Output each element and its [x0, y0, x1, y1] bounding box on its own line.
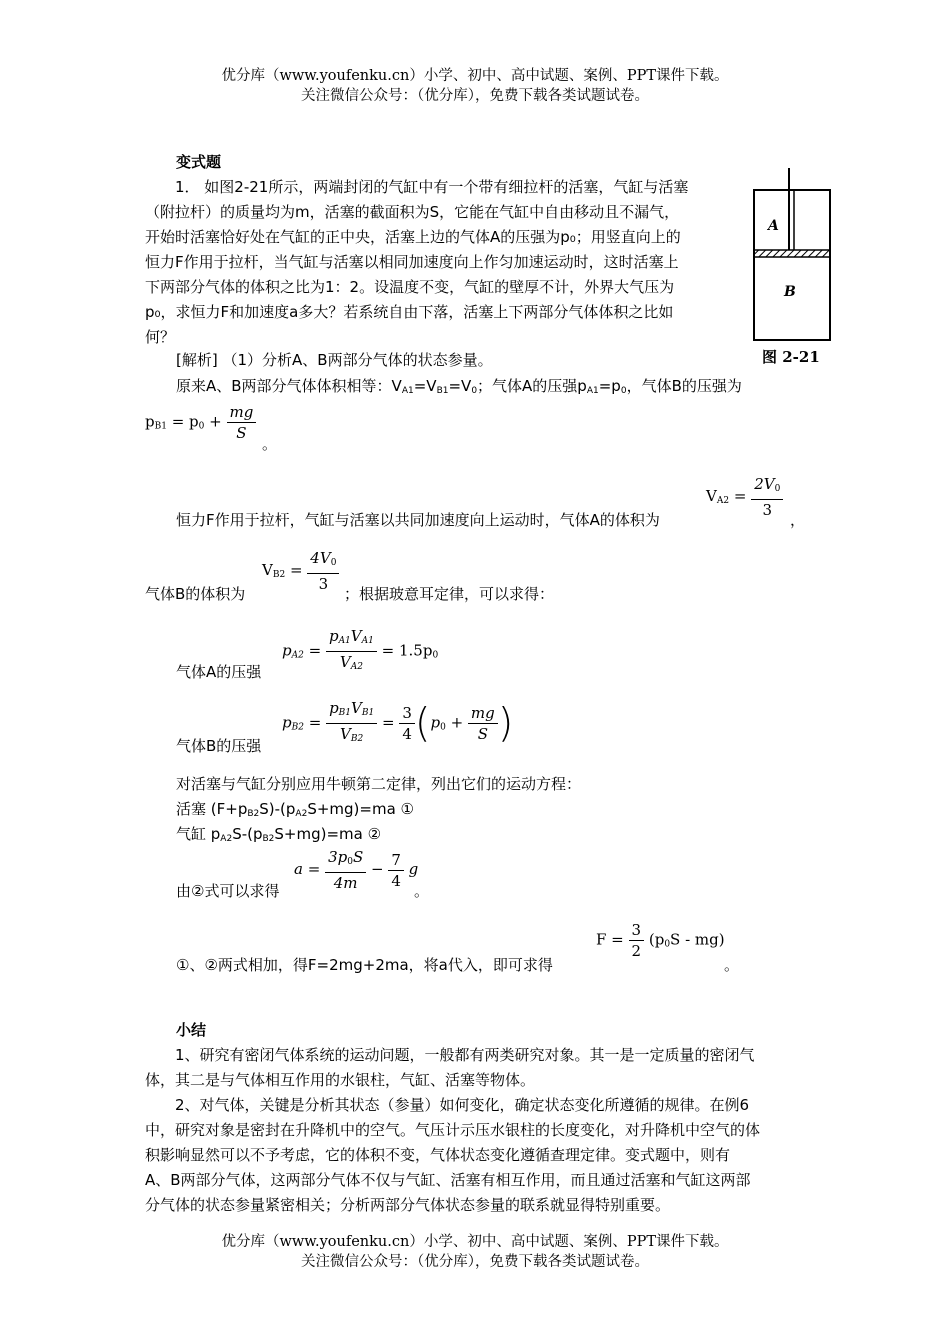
- problem-line: 下两部分气体的体积之比为1：2。设温度不变，气缸的壁厚不计，外界大气压为: [145, 278, 675, 296]
- acc-text: 由②式可以求得: [176, 882, 280, 900]
- formula-va2-end: ，: [790, 511, 806, 529]
- problem-line: p₀，求恒力F和加速度a多大？若系统自由下落，活塞上下两部分气体体积之比如: [145, 303, 674, 321]
- vb2-tail: ；根据玻意耳定律，可以求得：: [344, 585, 555, 603]
- summary-line: 分气体的状态参量紧密相关；分析两部分气体状态参量的联系就显得特别重要。: [145, 1196, 671, 1214]
- problem-line: 开始时活塞恰好处在气缸的正中央，活塞上边的气体A的压强为p₀；用竖直向上的: [145, 228, 681, 246]
- pa2-text: 气体A的压强: [176, 663, 262, 681]
- summary-line: A、B两部分气体，这两部分气体不仅与气缸、活塞有相互作用，而且通过活塞和气缸这两部: [145, 1171, 751, 1189]
- formula-pb1-end: 。: [262, 435, 278, 453]
- acc-end: 。: [414, 882, 430, 900]
- page-header: [0, 66, 950, 106]
- gas-a-label: A: [768, 218, 779, 234]
- problem-line: （附拉杆）的质量均为m，活塞的截面积为S，它能在气缸中自由移动且不漏气，: [145, 203, 680, 221]
- vb2-text: 气体B的体积为: [145, 585, 246, 603]
- piston: [754, 250, 830, 257]
- solution-line-2: 原来A、B两部分气体体积相等：$V_{A1}=V_{B1}=V_0$；气体A的压强$p_{A1}=p_0$，气体B的压强为: [176, 377, 742, 396]
- equation-1: 活塞 $(F+p_{B2}S)-(p_{A2}S+mg)=ma$ ①: [176, 800, 414, 819]
- formula-vb2: $V_{B2}$ = $\frac{4V_0}{3}$: [262, 548, 339, 594]
- gas-b-label: B: [784, 284, 796, 300]
- summary-title: 小结: [176, 1021, 207, 1039]
- summary-line: 中，研究对象是密封在升降机中的空气。气压计示压水银柱的长度变化，对升降机中空气的体: [145, 1121, 761, 1139]
- summary-line: 积影响显然可以不予考虑，它的体积不变，气体状态变化遵循查理定律。变式题中，则有: [145, 1146, 731, 1164]
- page-footer: [0, 1232, 950, 1272]
- newton-text: 对活塞与气缸分别应用牛顿第二定律，列出它们的运动方程：: [176, 775, 582, 793]
- force-result-text: ①、②两式相加，得F=2mg+2ma，将a代入，即可求得: [176, 956, 553, 974]
- force-end: 。: [724, 956, 740, 974]
- equation-2: 气缸 $p_{A2}S-(p_{B2}S+mg)=ma$ ②: [176, 825, 382, 844]
- summary-paragraph-2: [145, 1093, 760, 1218]
- problem-line: 何？: [145, 328, 176, 346]
- summary-paragraph-1: [145, 1043, 755, 1093]
- summary-line: 2、对气体，关键是分析其状态（参量）如何变化，确定状态变化所遵循的规律。在例6: [175, 1096, 750, 1114]
- problem-text: [145, 175, 688, 350]
- problem-line: 1． 如图2-21所示，两端封闭的气缸中有一个带有细拉杆的活塞，气缸与活塞: [175, 178, 689, 196]
- cylinder-figure: [748, 168, 838, 348]
- summary-line: 体，其二是与气体相互作用的水银柱，气缸、活塞等物体。: [145, 1071, 536, 1089]
- formula-pb1: $p_{B1} = p_0$ + $\frac{mg}{S}$: [145, 402, 256, 443]
- solution-intro: [解析] （1）分析A、B两部分气体的状态参量。: [176, 351, 493, 369]
- header-line-1: 优分库（www.youfenku.cn）小学、初中、高中试题、案例、PPT课件下载。: [221, 68, 729, 84]
- formula-va2: $V_{A2}$ = $\frac{2V_0}{3}$: [706, 474, 783, 520]
- formula-pb2: $p_{B2}$ = $\frac{p_{B1}V_{B1}}{V_{B2}}$ = $\frac{3}{4}$ ($p_0$ + $\frac{mg}{S}$ ): [282, 699, 514, 747]
- problem-line: 恒力F作用于拉杆，当气缸与活塞以相同加速度向上作匀加速运动时，这时活塞上: [145, 253, 679, 271]
- section-title: 变式题: [176, 153, 222, 171]
- header-line-2: 关注微信公众号：（优分库），免费下载各类试题试卷。: [301, 88, 649, 104]
- cylinder-outline: [754, 190, 830, 340]
- footer-line-1: 优分库（www.youfenku.cn）小学、初中、高中试题、案例、PPT课件下载。: [221, 1234, 729, 1250]
- pb2-text: 气体B的压强: [176, 737, 262, 755]
- formula-acceleration: a = $\frac{3p_0S}{4m}$ − $\frac{7}{4}$ g: [294, 848, 419, 892]
- formula-pa2: $p_{A2}$ = $\frac{p_{A1}V_{A1}}{V_{A2}}$ = $1.5p_0$: [282, 627, 439, 672]
- summary-line: 1、研究有密闭气体系统的运动问题，一般都有两类研究对象。其一是一定质量的密闭气: [175, 1046, 755, 1064]
- force-text: 恒力F作用于拉杆，气缸与活塞以共同加速度向上运动时，气体A的体积为: [176, 511, 660, 529]
- formula-force: F = $\frac{3}{2}$ $(p_0S - mg)$: [596, 921, 725, 960]
- figure-caption: 图 2-21: [762, 348, 820, 366]
- footer-line-2: 关注微信公众号：（优分库），免费下载各类试题试卷。: [301, 1254, 649, 1270]
